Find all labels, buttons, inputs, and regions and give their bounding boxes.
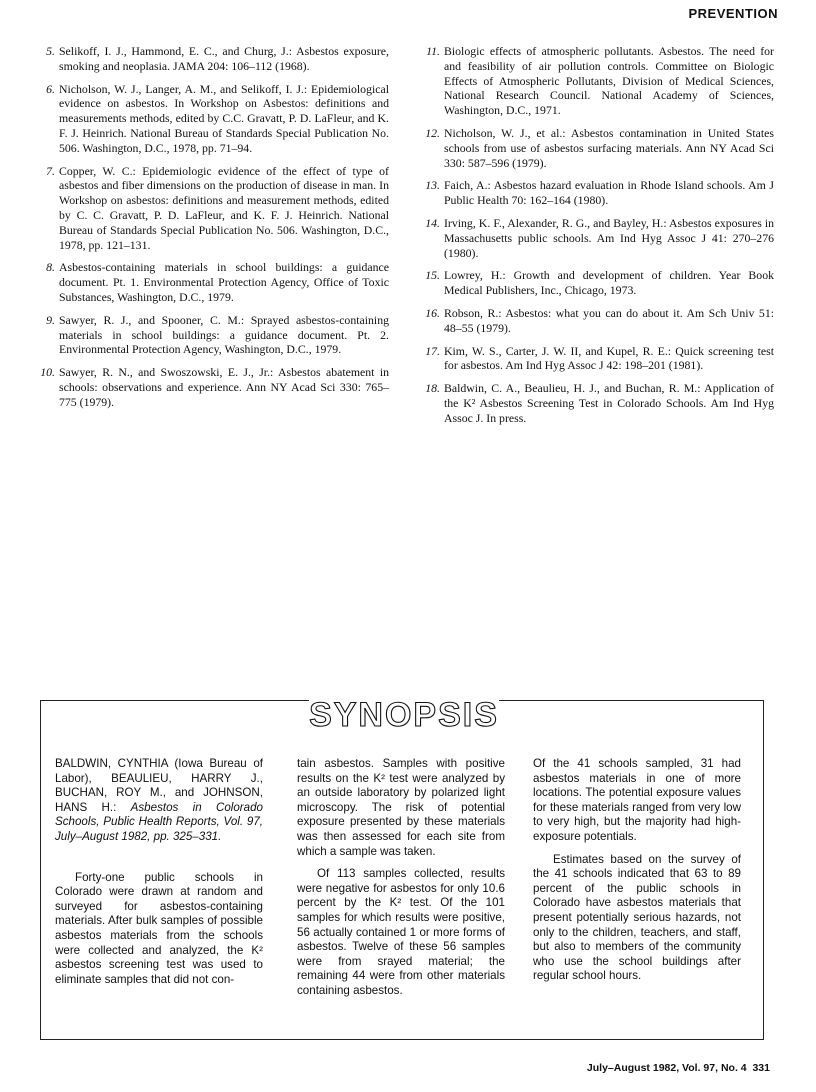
reference-number: 6. bbox=[46, 81, 55, 96]
synopsis-paragraph: Of 113 samples collected, results were negative for asbestos for only 10.6 percent by the K² test. Of the 101 samples for which results were positive, 56 actually contained 1 or more forms of asbestos. Twelve of these 56 samples were from srayed material; the remaining 44 were from other materials containing asbestos. bbox=[297, 867, 505, 997]
references-left-column bbox=[37, 44, 389, 418]
reference-number: 5. bbox=[46, 44, 55, 58]
reference-number: 12. bbox=[425, 125, 440, 140]
reference-number: 11. bbox=[426, 44, 440, 58]
synopsis-title bbox=[309, 693, 499, 735]
reference-text: Nicholson, W. J., et al.: Asbestos contamination in United States schools from use of asbestos surfacing materials. Ann NY Acad Sci 330: 587–596 (1979). bbox=[444, 125, 774, 170]
reference-item bbox=[37, 365, 389, 409]
reference-text: Kim, W. S., Carter, J. W. II, and Kupel, R. E.: Quick screening test for asbestos. Am Ind Hyg Assoc J 42: 198–201 (1981). bbox=[444, 343, 774, 373]
reference-item bbox=[37, 164, 389, 253]
reference-text: Copper, W. C.: Epidemiologic evidence of the effect of type of asbestos and fiber dimensions on the production of disease in man. In Workshop on asbestos: definitions and measurement methods, edited by C. C. Gravatt, P. D. LaFleur, and K. F. J. Heinrich. National Bureau of Standards Special Publication No. 506. Washington, D.C., 1978, pp. 121–131. bbox=[59, 163, 389, 252]
reference-item bbox=[422, 344, 774, 374]
reference-number: 8. bbox=[46, 260, 55, 275]
synopsis-paragraph: Forty-one public schools in Colorado were drawn at random and surveyed for asbestos-containing materials. After bulk samples of possible asbestos materials from the schools were collected and analyzed, the K² asbestos screening test was used to eliminate samples that did not con- bbox=[55, 870, 263, 986]
reference-item bbox=[37, 313, 389, 357]
synopsis-box bbox=[40, 696, 764, 1040]
reference-item bbox=[422, 306, 774, 336]
reference-item bbox=[37, 82, 389, 156]
reference-text: Robson, R.: Asbestos: what you can do about it. Am Sch Univ 51: 48–55 (1979). bbox=[444, 305, 774, 335]
reference-text: Lowrey, H.: Growth and development of children. Year Book Medical Publishers, Inc., Chicago, 1973. bbox=[444, 268, 774, 298]
reference-item bbox=[37, 44, 389, 74]
synopsis-title-graphic bbox=[309, 693, 499, 735]
reference-item bbox=[422, 381, 774, 425]
citation-authors: BALDWIN, CYNTHIA (Iowa Bureau of Labor), BEAULIEU, HARRY J., BUCHAN, ROY M., and JOHNSON, HANS H.: bbox=[55, 757, 263, 814]
issue-info: July–August 1982, Vol. 97, No. 4 bbox=[586, 1062, 747, 1074]
synopsis-title-text: SYNOPSIS bbox=[309, 696, 499, 734]
synopsis-column-3 bbox=[533, 757, 741, 992]
reference-text: Sawyer, R. J., and Spooner, C. M.: Sprayed asbestos-containing materials in school buildings: a guidance document. Pt. 2. Environmental Protection Agency, Washington, D.C., 1979. bbox=[59, 312, 389, 357]
reference-number: 10. bbox=[40, 365, 55, 380]
synopsis-column-2 bbox=[297, 757, 505, 1007]
reference-item bbox=[422, 44, 774, 118]
reference-text: Sawyer, R. N., and Swoszowski, E. J., Jr.: Asbestos abatement in schools: observations and experience. Ann NY Acad Sci 330: 765–775 (1979). bbox=[59, 365, 389, 409]
references-right-column bbox=[422, 44, 774, 434]
reference-text: Baldwin, C. A., Beaulieu, H. J., and Buchan, R. M.: Application of the K² Asbestos Screening Test in Colorado Schools. Am Ind Hyg Assoc J. In press. bbox=[444, 381, 774, 425]
reference-text: Selikoff, I. J., Hammond, E. C., and Churg, J.: Asbestos exposure, smoking and neoplasia. JAMA 204: 106–112 (1968). bbox=[59, 44, 389, 73]
section-header: PREVENTION bbox=[688, 6, 778, 21]
synopsis-column-1 bbox=[55, 757, 263, 995]
synopsis-paragraph: Estimates based on the survey of the 41 schools indicated that 63 to 89 percent of the public schools in Colorado have asbestos materials that present potentially serious hazards, not only to the children, teachers, and staff, but also to members of the community who use the school buildings after regular school hours. bbox=[533, 852, 741, 983]
synopsis-paragraph: tain asbestos. Samples with positive results on the K² test were analyzed by an outside laboratory by polarized light microscopy. The risk of potential exposure presented by these materials was then assessed for each site from which a sample was taken. bbox=[297, 757, 505, 858]
reference-number: 17. bbox=[425, 343, 440, 358]
reference-item bbox=[422, 216, 774, 260]
reference-number: 15. bbox=[425, 268, 440, 283]
reference-item bbox=[422, 268, 774, 298]
synopsis-citation bbox=[55, 757, 263, 845]
reference-text: Faich, A.: Asbestos hazard evaluation in Rhode Island schools. Am J Public Health 70: 162–164 (1980). bbox=[444, 178, 774, 208]
reference-item bbox=[422, 178, 774, 208]
synopsis-paragraph: Of the 41 schools sampled, 31 had asbestos materials in one of more locations. The potential exposure values for these materials ranged from very low to very high, but the majority had high-exposure potentials. bbox=[533, 757, 741, 843]
reference-item bbox=[37, 260, 389, 304]
reference-text: Nicholson, W. J., Langer, A. M., and Selikoff, I. J.: Epidemiological evidence on asbestos. In Workshop on Asbestos: definitions and measurements methods, edited by C.C. Gravatt, P. D. LaFleur, and K. F. J. Heinrich. National Bureau of Standards Special Publication No. 506. Washington, D.C., 1978, pp. 71–94. bbox=[59, 81, 389, 155]
reference-number: 7. bbox=[46, 163, 55, 178]
reference-number: 16. bbox=[425, 305, 440, 320]
citation-reference: Asbestos in Colorado Schools, Public Health Reports, Vol. 97, July–August 1982, pp. 325–331. bbox=[55, 800, 263, 843]
page-footer bbox=[587, 1062, 770, 1074]
reference-number: 9. bbox=[46, 312, 55, 327]
reference-number: 13. bbox=[425, 178, 440, 193]
reference-number: 14. bbox=[425, 215, 440, 230]
reference-text: Asbestos-containing materials in school buildings: a guidance document. Pt. 1. Environmental Protection Agency, Office of Toxic Substances, Washington, D.C., 1979. bbox=[59, 260, 389, 304]
reference-text: Irving, K. F., Alexander, R. G., and Bayley, H.: Asbestos exposures in Massachusetts public schools. Am Ind Hyg Assoc J 41: 270–276 (1980). bbox=[444, 215, 774, 260]
page-number: 331 bbox=[752, 1062, 770, 1074]
reference-text: Biologic effects of atmospheric pollutants. Asbestos. The need for and feasibility of air pollution controls. Committee on Biologic Effects of Atmospheric Pollutants, Division of Medical Sciences, National Research Council. National Academy of Sciences, Washington, D.C., 1971. bbox=[444, 44, 774, 118]
reference-item bbox=[422, 126, 774, 170]
reference-number: 18. bbox=[425, 381, 440, 396]
